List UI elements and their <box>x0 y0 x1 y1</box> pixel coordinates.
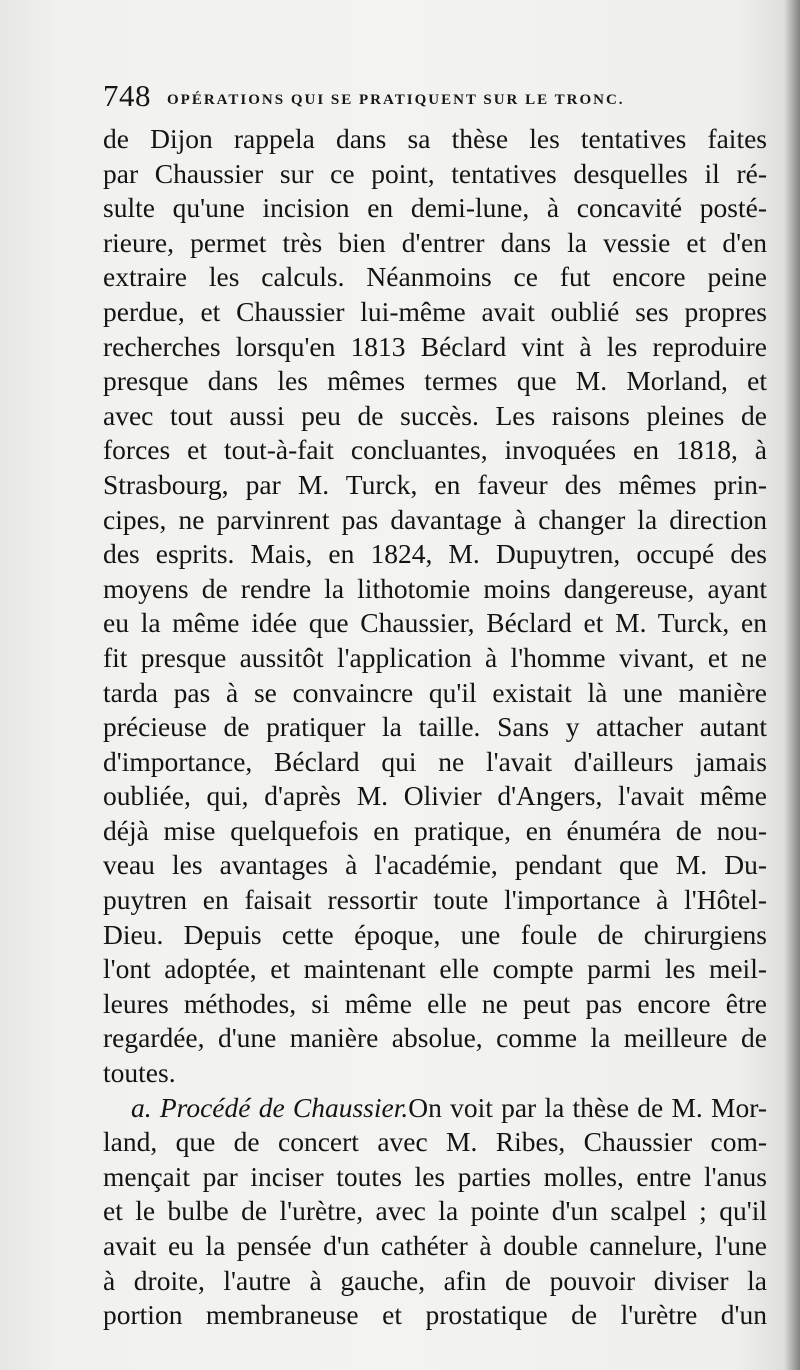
text-line: portion membraneuse et prostatique de l'urètre d'un <box>103 1299 767 1331</box>
text-line: moyens de rendre la lithotomie moins dangereuse, ayant <box>103 572 767 604</box>
running-header <box>103 78 743 118</box>
text-line: de Dijon rappela dans sa thèse les tentatives faites <box>103 123 767 154</box>
text-line: Dieu. Depuis cette époque, une foule de chirurgiens <box>103 918 767 950</box>
section-label: a. <box>131 1091 152 1123</box>
text-line: Strasbourg, par M. Turck, en faveur des mêmes prin- <box>103 468 767 500</box>
text-line: extraire les calculs. Néanmoins ce fut encore peine <box>103 261 767 293</box>
text-line: l'ont adoptée, et maintenant elle compte parmi les meil- <box>103 953 767 985</box>
page-gutter-shadow <box>784 0 800 1370</box>
text-line: oubliée, qui, d'après M. Olivier d'Angers, l'avait même <box>103 780 767 812</box>
text-line: forces et tout-à-fait concluantes, invoquées en 1818, à <box>103 434 767 466</box>
text-line: à droite, l'autre à gauche, afin de pouvoir diviser la <box>103 1264 767 1296</box>
page-number: 748 <box>103 78 151 113</box>
text-line: cipes, ne parvinrent pas davantage à changer la direction <box>103 503 767 535</box>
text-fragment: On voit par la thèse de M. Mor- <box>408 1091 767 1123</box>
body-text <box>103 122 767 1333</box>
text-line: par Chaussier sur ce point, tentatives desquelles il ré- <box>103 157 767 189</box>
text-line: précieuse de pratiquer la taille. Sans y attacher autant <box>103 711 767 743</box>
text-line: fit presque aussitôt l'application à l'homme vivant, et ne <box>103 641 767 673</box>
paragraph-1 <box>103 122 767 1091</box>
text-line: puytren en faisait ressortir toute l'importance à l'Hôtel- <box>103 884 767 916</box>
text-line: regardée, d'une manière absolue, comme la meilleure de <box>103 1022 767 1054</box>
text-line: mençait par inciser toutes les parties molles, entre l'anus <box>103 1160 767 1192</box>
text-line: déjà mise quelquefois en pratique, en énuméra de nou- <box>103 814 767 846</box>
text-line: avec tout aussi peu de succès. Les raisons pleines de <box>103 399 767 431</box>
text-line: et le bulbe de l'urètre, avec la pointe d'un scalpel ; qu'il <box>103 1195 767 1227</box>
text-line: land, que de concert avec M. Ribes, Chaussier com- <box>103 1126 767 1158</box>
running-title: OPÉRATIONS QUI SE PRATIQUENT SUR LE TRONC. <box>167 92 625 108</box>
text-line: tarda pas à se convaincre qu'il existait là une manière <box>103 676 767 708</box>
section-heading: Procédé de Chaussier. <box>159 1091 409 1123</box>
text-line: recherches lorsqu'en 1813 Béclard vint à les reproduire <box>103 330 767 362</box>
text-line: toutes. <box>103 1057 176 1089</box>
text-line: perdue, et Chaussier lui-même avait oublié ses propres <box>103 295 767 327</box>
text-line: des esprits. Mais, en 1824, M. Dupuytren, occupé des <box>103 538 767 570</box>
text-line: avait eu la pensée d'un cathéter à double cannelure, l'une <box>103 1230 767 1261</box>
text-line: presque dans les mêmes termes que M. Morland, et <box>103 365 767 397</box>
text-line: rieure, permet très bien d'entrer dans la vessie et d'en <box>103 226 767 258</box>
text-line: d'importance, Béclard qui ne l'avait d'ailleurs jamais <box>103 745 767 777</box>
paragraph-2 <box>103 1091 767 1333</box>
text-line: leures méthodes, si même elle ne peut pas encore être <box>103 987 767 1019</box>
section-heading-line <box>103 1091 767 1126</box>
text-line: eu la même idée que Chaussier, Béclard et M. Turck, en <box>103 607 767 639</box>
text-line: veau les avantages à l'académie, pendant que M. Du- <box>103 849 767 881</box>
text-line: sulte qu'une incision en demi-lune, à concavité posté- <box>103 192 767 224</box>
